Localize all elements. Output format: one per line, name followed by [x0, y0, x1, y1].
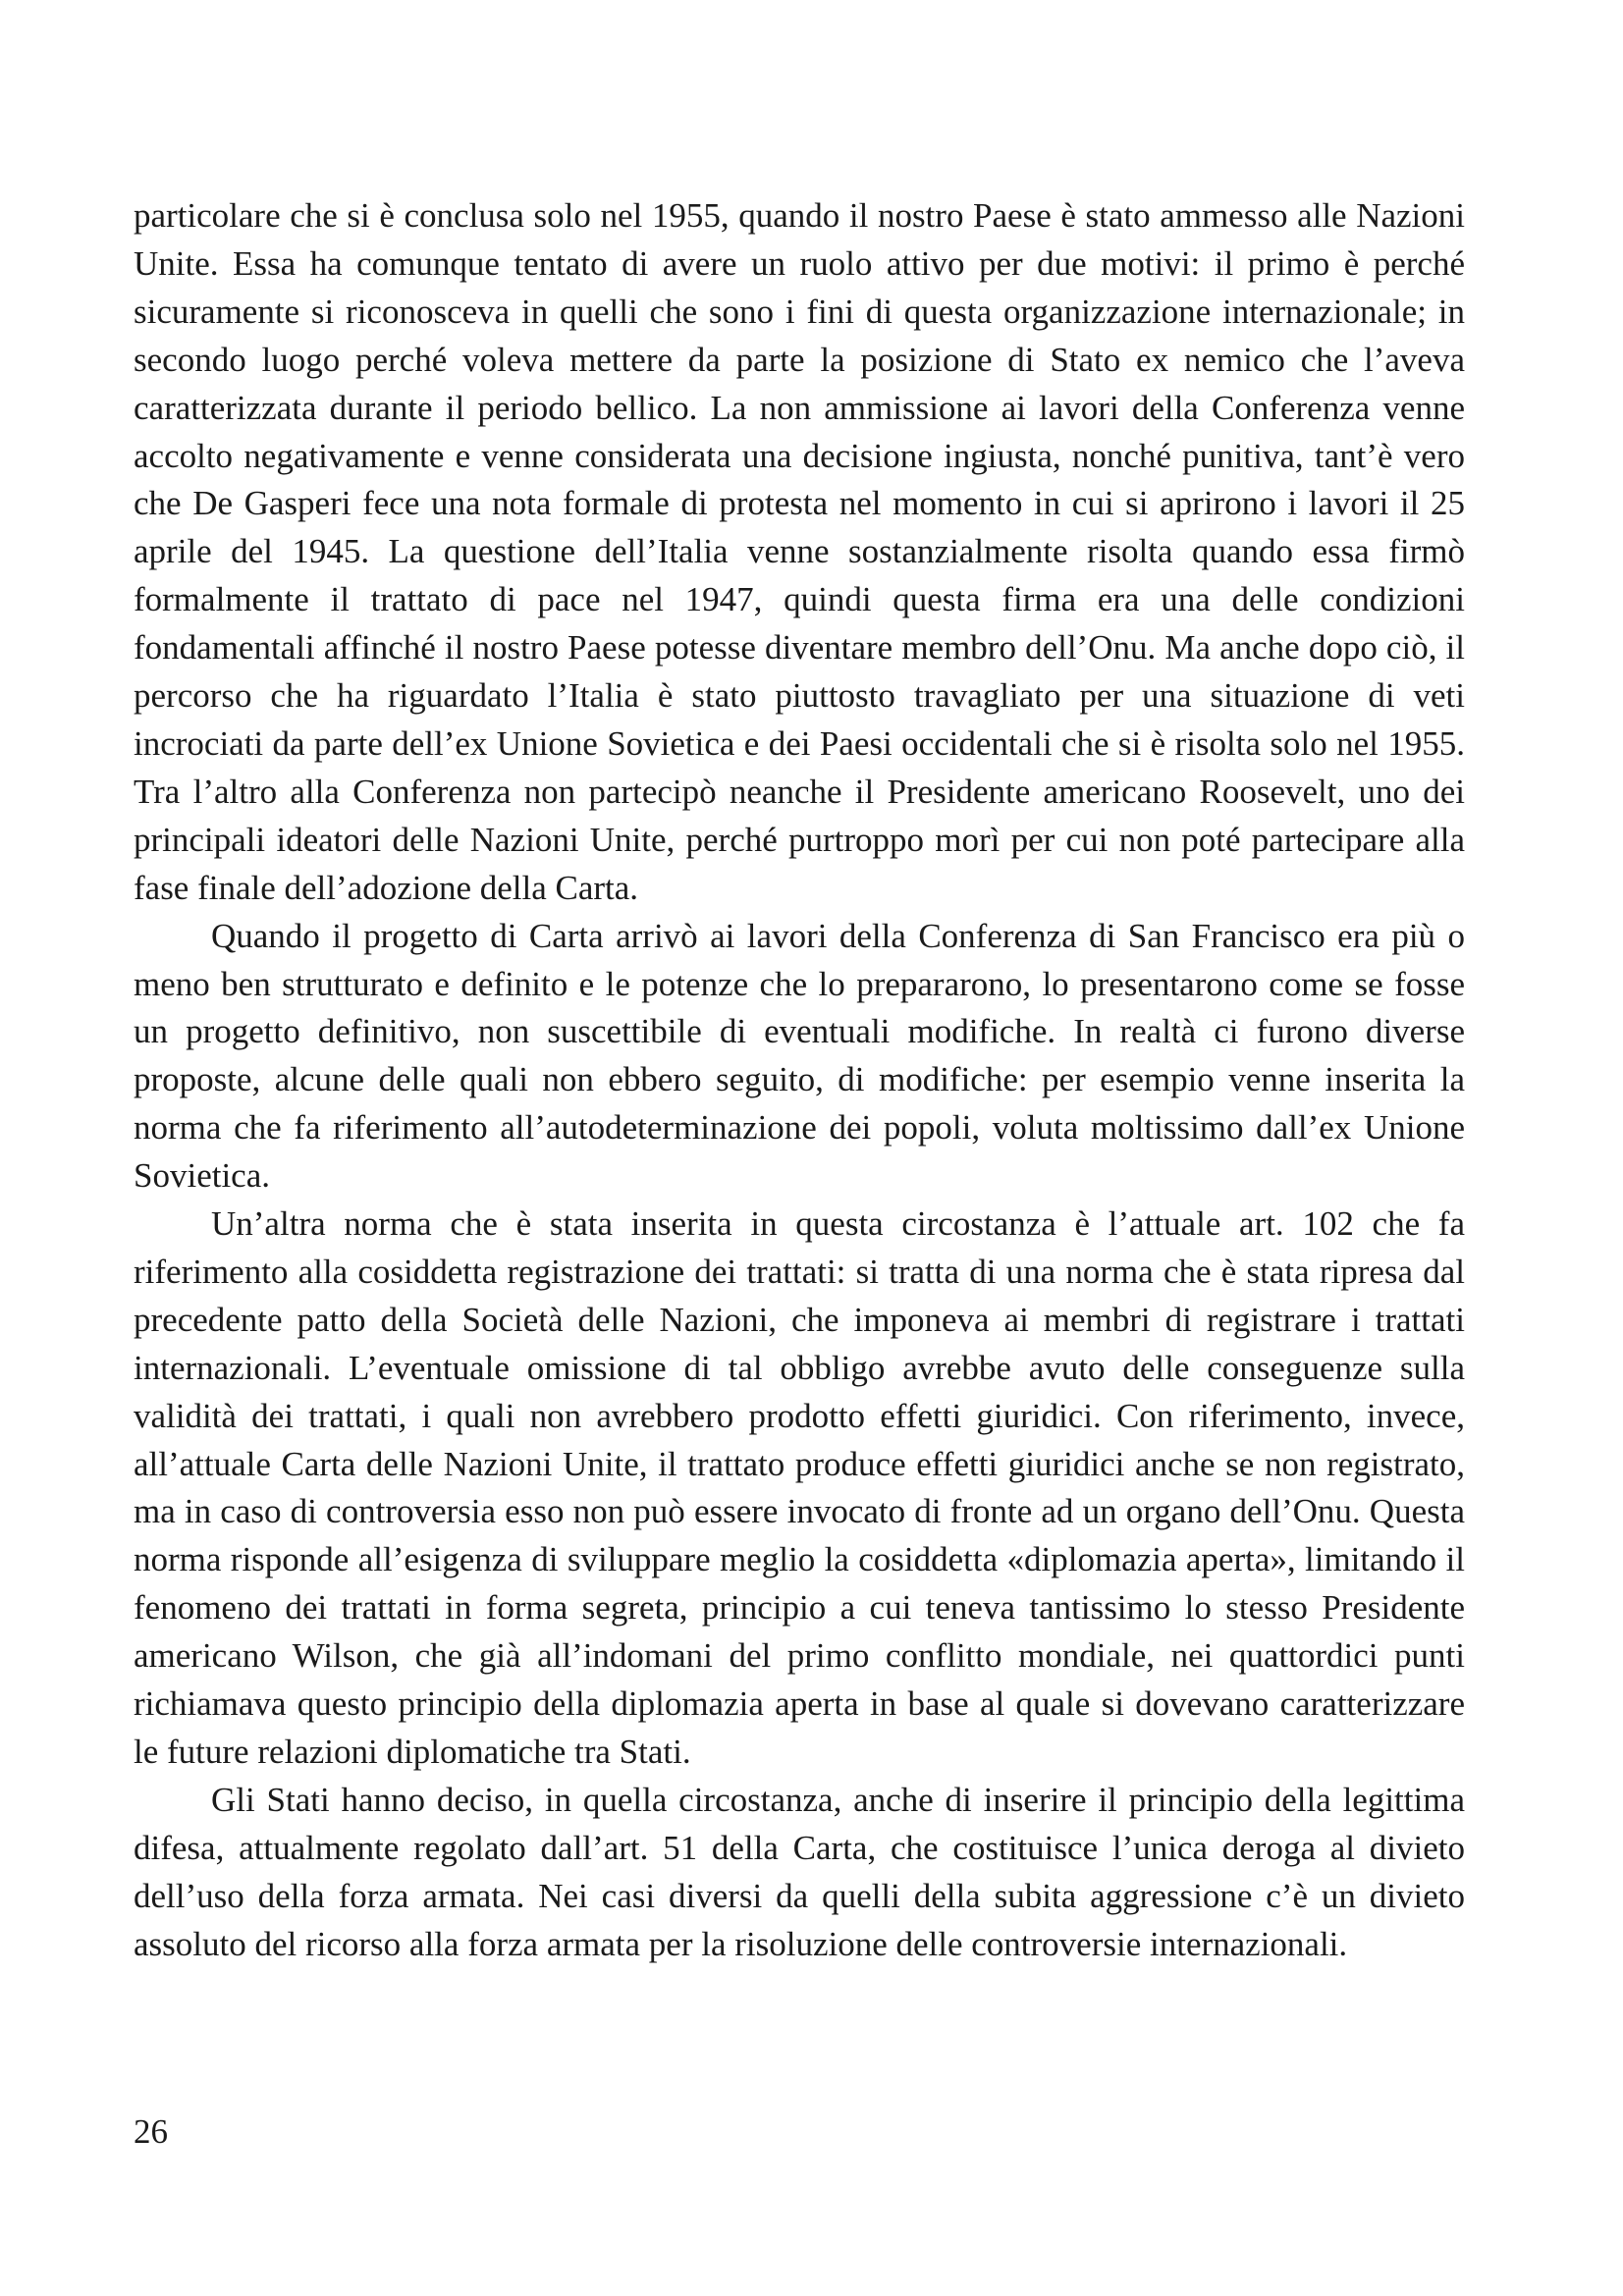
paragraph-continuation: particolare che si è conclusa solo nel 1955, quando il nostro Paese è stato ammesso alle Nazioni Unite. Essa ha comunque tentato di avere un ruolo attivo per due motivi: il primo è perché sicuramente si riconosceva in quelli che sono i fini di questa organizzazione internazionale; in secondo luogo perché voleva mettere da parte la posizione di Stato ex nemico che l’aveva caratterizzata durante il periodo bellico. La non ammissione ai lavori della Conferenza venne accolto negativamente e venne considerata una decisione ingiusta, nonché punitiva, tant’è vero che De Gasperi fece una nota formale di protesta nel momento in cui si aprirono i lavori il 25 aprile del 1945. La questione dell’Italia venne sostanzialmente risolta quando essa firmò formalmente il trattato di pace nel 1947, quindi questa firma era una delle condizioni fondamentali affinché il nostro Paese potesse diventare membro dell’Onu. Ma anche dopo ciò, il percorso che ha riguardato l’Italia è stato piuttosto travagliato per una situazione di veti incrociati da parte dell’ex Unione Sovietica e dei Paesi occidentali che si è risolta solo nel 1955. Tra l’altro alla Conferenza non partecipò neanche il Presidente americano Roosevelt, uno dei principali ideatori delle Nazioni Unite, perché purtroppo morì per cui non poté partecipare alla fase finale dell’adozione della Carta. [134, 196, 1465, 907]
paragraph-self-defence: Gli Stati hanno deciso, in quella circostanza, anche di inserire il principio della legittima difesa, attualmente regolato dall’art. 51 della Carta, che costituisce l’unica deroga al divieto dell’uso della forza armata. Nei casi diversi da quelli della subita aggressione c’è un divieto assoluto del ricorso alla forza armata per la risoluzione delle controversie internazionali. [134, 1780, 1465, 1963]
body-text [134, 192, 1465, 1969]
paragraph-treaty-registration: Un’altra norma che è stata inserita in questa circostanza è l’attuale art. 102 che fa riferimento alla cosiddetta registrazione dei trattati: si tratta di una norma che è stata ripresa dal precedente patto della Società delle Nazioni, che imponeva ai membri di registrare i trattati internazionali. L’eventuale omissione di tal obbligo avrebbe avuto delle conseguenze sulla validità dei trattati, i quali non avrebbero prodotto effetti giuridici. Con riferimento, invece, all’attuale Carta delle Nazioni Unite, il trattato produce effetti giuridici anche se non registrato, ma in caso di controversia esso non può essere invocato di fronte ad un organo dell’Onu. Questa norma risponde all’esigenza di sviluppare meglio la cosiddetta «diplomazia aperta», limitando il fenomeno dei trattati in forma segreta, principio a cui teneva tantissimo lo stesso Presidente americano Wilson, che già all’indomani del primo conflitto mondiale, nei quattordici punti richiamava questo principio della diplomazia aperta in base al quale si dovevano caratterizzare le future relazioni diplomatiche tra Stati. [134, 1204, 1465, 1771]
page-number: 26 [134, 2112, 168, 2151]
paragraph-conference-draft: Quando il progetto di Carta arrivò ai lavori della Conferenza di San Francisco era più o meno ben strutturato e definito e le potenze che lo prepararono, lo presentarono come se fosse un progetto definitivo, non suscettibile di eventuali modifiche. In realtà ci furono diverse proposte, alcune delle quali non ebbero seguito, di modifiche: per esempio venne inserita la norma che fa riferimento all’autodeterminazione dei popoli, voluta moltissimo dall’ex Unione Sovietica. [134, 916, 1465, 1196]
